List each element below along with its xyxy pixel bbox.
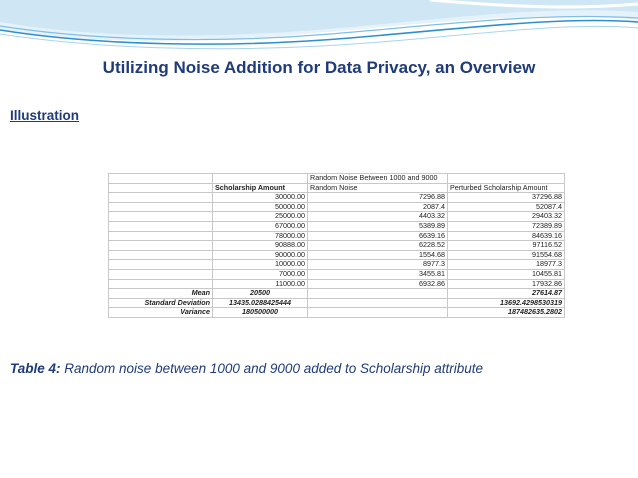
scholarship-cell: 67000.00 [213,221,308,231]
scholarship-cell: 90000.00 [213,250,308,260]
perturbed-cell: 37296.88 [448,193,565,203]
noise-cell: 5389.89 [308,221,448,231]
table-row [109,260,565,270]
noise-cell: 4403.32 [308,212,448,222]
scholarship-cell: 78000.00 [213,231,308,241]
noise-cell: 8977.3 [308,260,448,270]
perturbed-cell: 18977.3 [448,260,565,270]
table-row [109,279,565,289]
scholarship-cell: 25000.00 [213,212,308,222]
noise-cell: 2087.4 [308,202,448,212]
perturbed-cell: 29403.32 [448,212,565,222]
scholarship-cell: 11000.00 [213,279,308,289]
variance-perturbed: 187482635.2802 [448,308,565,318]
perturbed-cell: 91554.68 [448,250,565,260]
scholarship-cell: 90888.00 [213,241,308,251]
noise-cell: 6932.86 [308,279,448,289]
noise-cell: 3455.81 [308,269,448,279]
table-row [109,221,565,231]
table-row [109,241,565,251]
scholarship-cell: 10000.00 [213,260,308,270]
variance-row [109,308,565,318]
noise-cell: 6228.52 [308,241,448,251]
perturbed-cell: 10455.81 [448,269,565,279]
slide-subtitle: Illustration [10,108,80,123]
column-header-row [109,183,565,193]
table-row [109,193,565,203]
header-wave-decoration [0,0,638,60]
caption-label: Table 4: [10,361,61,376]
group-header-row [109,174,565,184]
perturbed-cell: 84639.16 [448,231,565,241]
slide-title: Utilizing Noise Addition for Data Privacy, an Overview [102,58,536,77]
col-header-perturbed: Perturbed Scholarship Amount [448,183,565,193]
table-row [109,212,565,222]
table-caption [10,361,483,376]
group-header: Random Noise Between 1000 and 9000 [308,174,448,184]
std-label: Standard Deviation [109,298,213,308]
col-header-scholarship: Scholarship Amount [213,183,308,193]
variance-scholarship: 180500000 [213,308,308,318]
perturbed-cell: 72389.89 [448,221,565,231]
col-header-noise: Random Noise [308,183,448,193]
table-row [109,250,565,260]
caption-text: Random noise between 1000 and 9000 added to Scholarship attribute [60,361,484,376]
std-scholarship: 13435.0288425444 [213,298,308,308]
mean-scholarship: 20500 [213,289,308,299]
mean-perturbed: 27614.87 [448,289,565,299]
std-perturbed: 13692.4298530319 [448,298,565,308]
noise-table [108,173,565,318]
scholarship-cell: 7000.00 [213,269,308,279]
spreadsheet-table [108,173,564,318]
noise-cell: 6639.16 [308,231,448,241]
std-row [109,298,565,308]
perturbed-cell: 17932.86 [448,279,565,289]
variance-label: Variance [109,308,213,318]
scholarship-cell: 50000.00 [213,202,308,212]
scholarship-cell: 30000.00 [213,193,308,203]
noise-cell: 7296.88 [308,193,448,203]
mean-label: Mean [109,289,213,299]
mean-row [109,289,565,299]
table-row [109,231,565,241]
noise-cell: 1554.68 [308,250,448,260]
table-row [109,202,565,212]
perturbed-cell: 97116.52 [448,241,565,251]
perturbed-cell: 52087.4 [448,202,565,212]
table-row [109,269,565,279]
